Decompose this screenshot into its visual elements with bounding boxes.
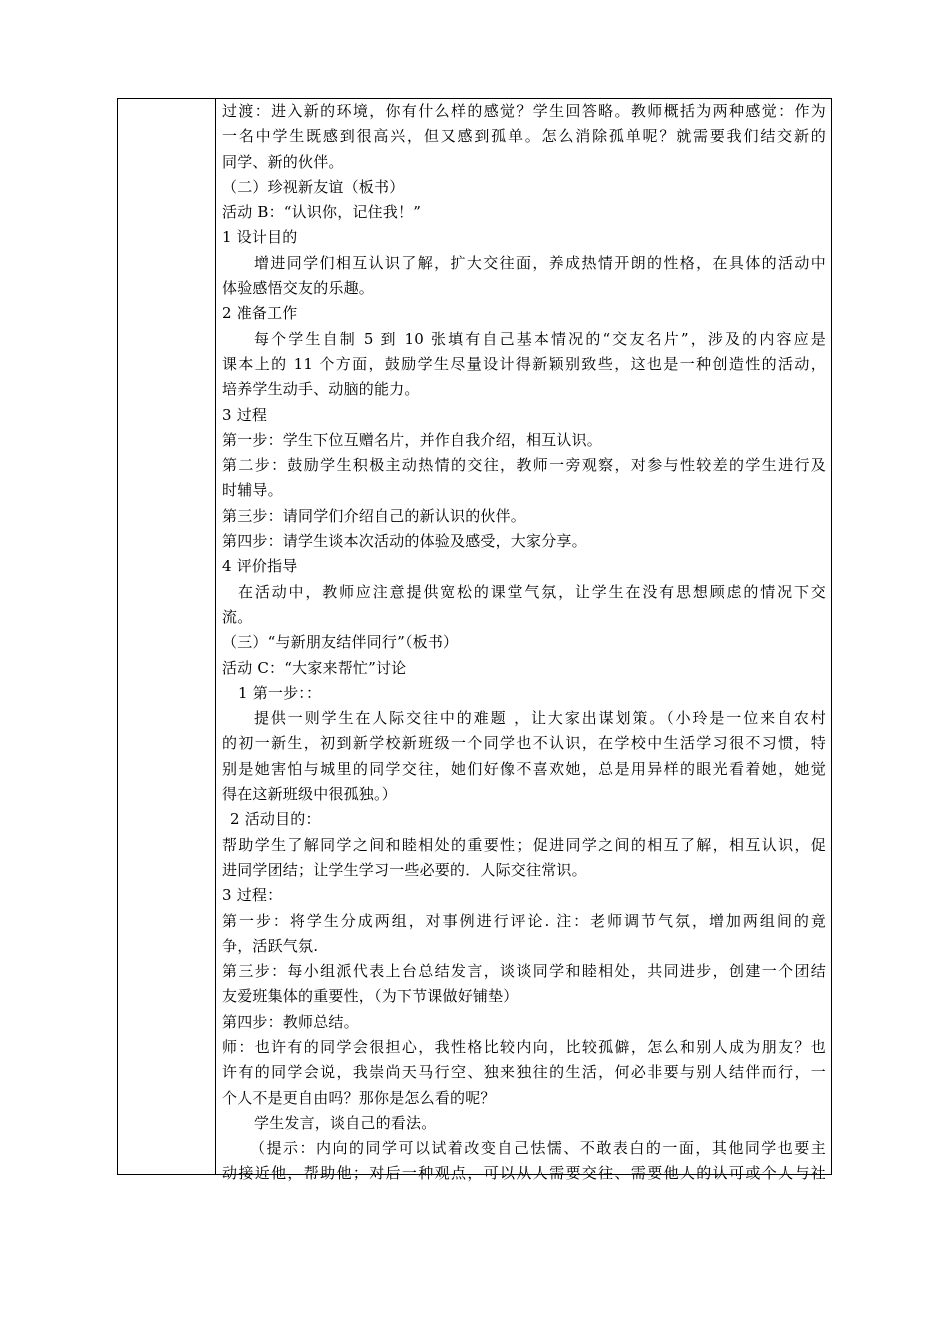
text-line: 争，活跃气氛. [222, 936, 319, 955]
text-line: 同学、新的伙伴。 [222, 152, 344, 171]
text-line: 2 活动目的： [230, 810, 321, 829]
text-line: 帮助学生了解同学之间和睦相处的重要性；促进同学之间的相互了解，相互认识，促 [222, 835, 826, 854]
text-line: 许有的同学会说，我崇尚天马行空、独来独往的生活，何必非要与别人结伴而行，一 [222, 1063, 826, 1082]
text-line: 第一步：学生下位互赠名片，并作自我介绍，相互认识。 [222, 430, 603, 449]
text-line: 1 设计目的 [222, 228, 298, 247]
text-line: 1 第一步：： [238, 683, 322, 702]
text-line: 增进同学们相互认识了解，扩大交往面，养成热情开朗的性格，在具体的活动中 [254, 253, 826, 272]
lesson-plan-table [117, 98, 832, 1183]
text-line: （提示：内向的同学可以试着改变自己怯懦、不敢表白的一面，其他同学也要主 [250, 1139, 826, 1158]
text-line: 别是她害怕与城里的同学交往，她们好像不喜欢她，总是用异样的眼光看着她，她觉 [222, 759, 826, 778]
text-line: 过渡：进入新的环境，你有什么样的感觉？学生回答略。教师概括为两种感觉：作为 [222, 102, 826, 120]
text-line: 3 过程 [222, 405, 268, 424]
text-line: 体验感悟交友的乐趣。 [222, 279, 375, 298]
text-line: 第三步：每小组派代表上台总结发言，谈谈同学和睦相处，共同进步，创建一个团结 [222, 962, 826, 981]
text-line: 培养学生动手、动脑的能力。 [222, 380, 420, 399]
text-line: 第三步：请同学们介绍自己的新认识的伙伴。 [222, 506, 527, 525]
text-line: 活动 B：“认识你，记住我！” [222, 203, 422, 222]
text-line: （二）珍视新友谊（板书） [222, 177, 405, 196]
text-line: （三）“与新朋友结伴同行”（板书） [222, 633, 459, 652]
text-line: 动接近他，帮助他；对后一种观点，可以从人需要交往、需要他人的认可或个人与社 [222, 1164, 826, 1183]
text-line: 流。 [222, 607, 253, 626]
text-line: 第二步：鼓励学生积极主动热情的交往，教师一旁观察，对参与性较差的学生进行及 [222, 456, 826, 475]
text-line: 进同学团结；让学生学习一些必要的．人际交往常识。 [222, 860, 587, 879]
text-line: 3 过程： [222, 886, 283, 905]
text-line: 每个学生自制 5 到 10 张填有自己基本情况的“交友名片”，涉及的内容应是 [254, 329, 826, 348]
text-line: 个人不是更自由吗？那你是怎么看的呢？ [222, 1088, 496, 1107]
text-line: 时辅导。 [222, 481, 283, 500]
table-content-cell [222, 99, 826, 1187]
text-line: 第四步：教师总结。 [222, 1012, 359, 1031]
text-line: 4 评价指导 [222, 557, 298, 576]
text-line: 的初一新生，初到新学校新班级一个同学也不认识，在学校中生活学习很不习惯，特 [222, 734, 826, 753]
text-line: 活动 C：“大家来帮忙”讨论 [222, 658, 407, 677]
text-line: 第四步：请学生谈本次活动的体验及感受，大家分享。 [222, 532, 587, 551]
text-line: 学生发言，谈自己的看法。 [254, 1113, 437, 1132]
text-line: 得在这新班级中很孤独。） [222, 785, 397, 804]
text-line: 在活动中，教师应注意提供宽松的课堂气氛，让学生在没有思想顾虑的情况下交 [238, 582, 826, 601]
table-left-column [118, 99, 216, 1174]
text-line: 课本上的 11 个方面，鼓励学生尽量设计得新颖别致些，这也是一种创造性的活动， [222, 354, 826, 373]
text-line: 第一步：将学生分成两组，对事例进行评论. 注：老师调节气氛，增加两组间的竟 [222, 911, 826, 930]
text-line: 2 准备工作 [222, 304, 298, 323]
text-line: 友爱班集体的重要性，（为下节课做好铺垫） [222, 987, 519, 1006]
text-line: 一名中学生既感到很高兴，但又感到孤单。怎么消除孤单呢？就需要我们结交新的 [222, 127, 826, 146]
text-line: 师：也许有的同学会很担心，我性格比较内向，比较孤僻，怎么和别人成为朋友？也 [222, 1037, 826, 1056]
text-line: 提供一则学生在人际交往中的难题 ，让大家出谋划策。（小玲是一位来自农村 [254, 709, 826, 728]
